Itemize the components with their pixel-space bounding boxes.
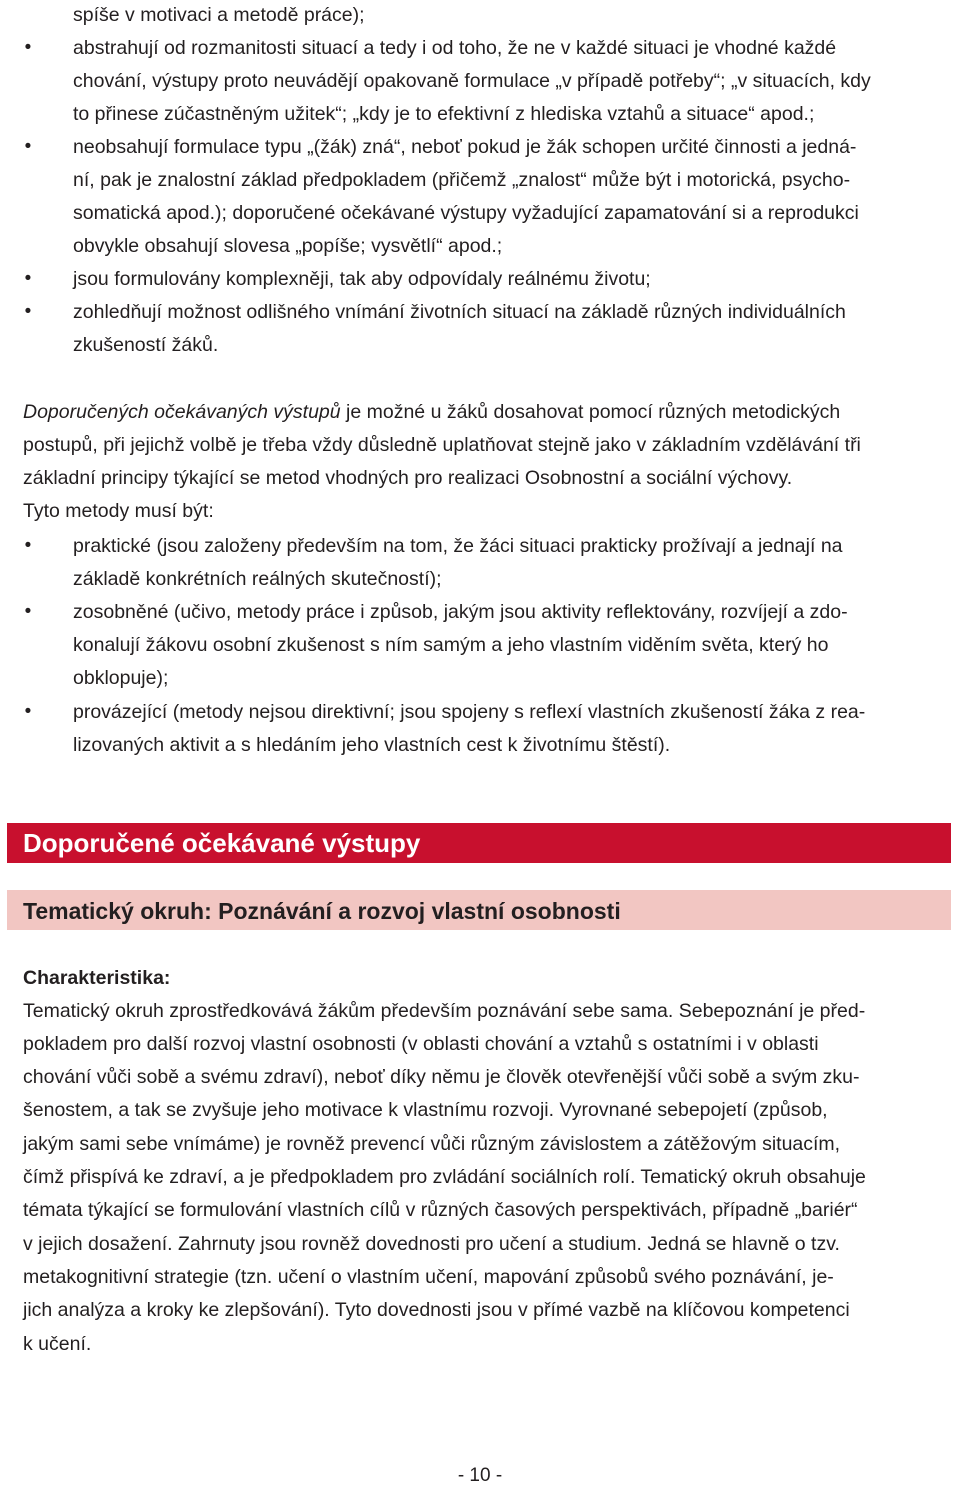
paragraph-line: základní principy týkající se metod vhodných pro realizaci Osobnostní a sociální výchovy. <box>23 467 793 489</box>
list-item-line: obvykle obsahují slovesa „popíše; vysvětlí“ apod.; <box>73 235 503 257</box>
paragraph-line: Tyto metody musí být: <box>23 500 214 522</box>
bullet-icon: • <box>24 535 32 556</box>
list-item-line: neobsahují formulace typu „(žák) zná“, neboť pokud je žák schopen určité činnosti a jedná- <box>73 136 857 158</box>
page-number: - 10 - <box>457 1465 503 1486</box>
bullet-icon: • <box>24 37 32 58</box>
paragraph-line: metakognitivní strategie (tzn. učení o vlastním učení, mapování způsobů svého poznávání, je- <box>23 1266 834 1288</box>
bullet-icon: • <box>24 601 32 622</box>
list-item-line: obklopuje); <box>73 667 169 689</box>
topic-heading-bar <box>7 890 951 930</box>
list-item-line: praktické (jsou založeny především na tom, že žáci situaci prakticky prožívají a jednají na <box>73 535 843 557</box>
list-item-line: spíše v motivaci a metodě práce); <box>73 4 365 26</box>
list-item-line: chování, výstupy proto neuvádějí opakovaně formulace „v případě potřeby“; „v situacích, kdy <box>73 70 871 92</box>
paragraph-line <box>23 399 840 425</box>
list-item-line: zosobněné (učivo, metody práce i způsob, jakým jsou aktivity reflektovány, rozvíjejí a zdo- <box>73 601 848 623</box>
list-item-line: jsou formulovány komplexněji, tak aby odpovídaly reálnému životu; <box>73 268 651 290</box>
paragraph-line: jich analýza a kroky ke zlepšování). Tyto dovednosti jsou v přímé vazbě na klíčovou kompetenci <box>23 1299 850 1321</box>
list-item-line: somatická apod.); doporučené očekávané výstupy vyžadující zapamatování si a reprodukci <box>73 202 859 224</box>
bullet-icon: • <box>24 701 32 722</box>
paragraph-line: v jejich dosažení. Zahrnuty jsou rovněž dovednosti pro učení a studium. Jedná se hlavně o tzv. <box>23 1233 840 1255</box>
bullet-icon: • <box>24 136 32 157</box>
list-item-line: to přinese zúčastněným užitek“; „kdy je to efektivní z hlediska vztahů a situace“ apod.; <box>73 103 815 125</box>
paragraph-line: témata týkající se formulování vlastních cílů v různých časových perspektivách, případně „bariér“ <box>23 1199 858 1221</box>
paragraph-line: postupů, při jejichž volbě je třeba vždy důsledně uplatňovat stejně jako v základním vzdělávání tři <box>23 434 861 456</box>
paragraph-line: čímž přispívá ke zdraví, a je předpokladem pro zvládání sociálních rolí. Tematický okruh obsahuje <box>23 1166 866 1188</box>
list-item-line: lizovaných aktivit a s hledáním jeho vlastních cest k životnímu štěstí). <box>73 734 671 756</box>
bullet-icon: • <box>24 301 32 322</box>
paragraph-line: pokladem pro další rozvoj vlastní osobnosti (v oblasti chování a vztahů s ostatními i v oblasti <box>23 1033 819 1055</box>
list-item-line: ní, pak je znalostní základ předpokladem (přičemž „znalost“ může být i motorická, psycho- <box>73 169 851 191</box>
list-item-line: zohledňují možnost odlišného vnímání životních situací na základě různých individuálních <box>73 301 846 323</box>
paragraph-line: k učení. <box>23 1333 92 1355</box>
bullet-icon: • <box>24 268 32 289</box>
italic-lead: Doporučených očekávaných výstupů <box>23 401 341 423</box>
section-heading: Doporučené očekávané výstupy <box>23 828 421 858</box>
paragraph-line: Tematický okruh zprostředkovává žákům především poznávání sebe sama. Sebepoznání je před- <box>23 1000 866 1022</box>
paragraph-line: jakým sami sebe vnímáme) je rovněž prevencí vůči různým závislostem a zátěžovým situacím, <box>23 1133 841 1155</box>
characteristics-label: Charakteristika: <box>23 967 171 989</box>
list-item-line: abstrahují od rozmanitosti situací a tedy i od toho, že ne v každé situaci je vhodné každé <box>73 37 837 59</box>
list-item-line: zkušeností žáků. <box>73 334 219 356</box>
topic-heading: Tematický okruh: Poznávání a rozvoj vlastní osobnosti <box>23 898 621 924</box>
paragraph-line: šenostem, a tak se zvyšuje jeho motivace k vlastnímu rozvoji. Vyrovnané sebepojetí (způsob, <box>23 1099 828 1121</box>
paragraph-line: chování vůči sobě a svému zdraví), neboť díky němu je člověk otevřenější vůči sobě a svým zku- <box>23 1066 860 1088</box>
list-item-line: konalují žákovu osobní zkušenost s ním samým a jeho vlastním viděním světa, který ho <box>73 634 829 656</box>
lead-rest: je možné u žáků dosahovat pomocí různých metodických <box>340 401 841 423</box>
list-item-line: provázející (metody nejsou direktivní; jsou spojeny s reflexí vlastních zkušeností žáka z rea- <box>73 701 866 723</box>
section-heading-bar <box>7 823 951 863</box>
list-item-line: základě konkrétních reálných skutečností); <box>73 568 442 590</box>
